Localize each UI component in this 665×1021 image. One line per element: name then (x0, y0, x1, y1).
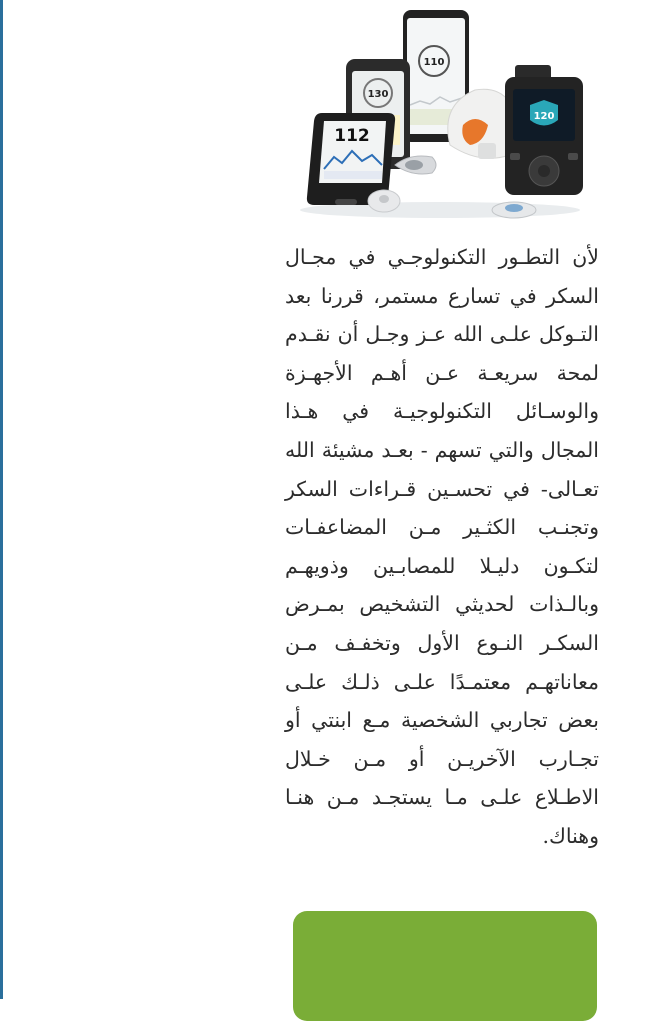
paragraph-line: لتكـون دليـلا للمصابـين وذويهـم (285, 553, 599, 578)
paragraph-line: وهناك. (542, 823, 599, 848)
paragraph-line: المجال والتي تسهم - بعـد مشيئة الله (285, 437, 599, 462)
insulin-pump (505, 65, 583, 195)
receiver-reading: 112 (334, 126, 370, 146)
article-paragraph (285, 238, 599, 856)
green-content-box (293, 911, 597, 1021)
paragraph-line: والوسـائل التكنولوجيـة في هـذا (285, 399, 599, 424)
paragraph-line: السكر في تسارع مستمر، قررنا بعد (285, 283, 599, 308)
paragraph-line: لأن التطـور التكنولوجـي في مجـال (285, 245, 599, 269)
paragraph-line: وبالـذات لحديثي التشخيص بمـرض (285, 592, 599, 617)
paragraph-line: السكـر النـوع الأول وتخفـف مـن (285, 630, 599, 655)
paragraph-line: معاناتهـم معتمـدًا علـى ذلـك علـى (285, 669, 599, 694)
paragraph-line: وتجنـب الكثـير مـن المضاعفـات (285, 515, 599, 540)
monitor-reading: 130 (367, 89, 389, 100)
paragraph-line: الاطـلاع علـى مـا يستجـد مـن هنـا (285, 785, 599, 810)
paragraph-line: التـوكل علـى الله عـز وجـل أن نقـدم (285, 322, 599, 347)
paragraph-line: بعض تجاربي الشخصية مـع ابنتي أو (285, 708, 599, 733)
paragraph-line: تجـارب الآخريـن أو مـن خـلال (285, 746, 599, 771)
paragraph-line: لمحة سريعـة عـن أهـم الأجهـزة (285, 360, 599, 385)
paragraph-line: تعـالى- في تحسـين قـراءات السكر (285, 476, 599, 501)
left-edge-rule (0, 0, 3, 999)
pump-transmitter (492, 202, 536, 218)
pump-reading: 120 (533, 111, 555, 122)
phone-reading: 110 (423, 57, 445, 68)
diabetes-devices-photo (300, 5, 590, 220)
